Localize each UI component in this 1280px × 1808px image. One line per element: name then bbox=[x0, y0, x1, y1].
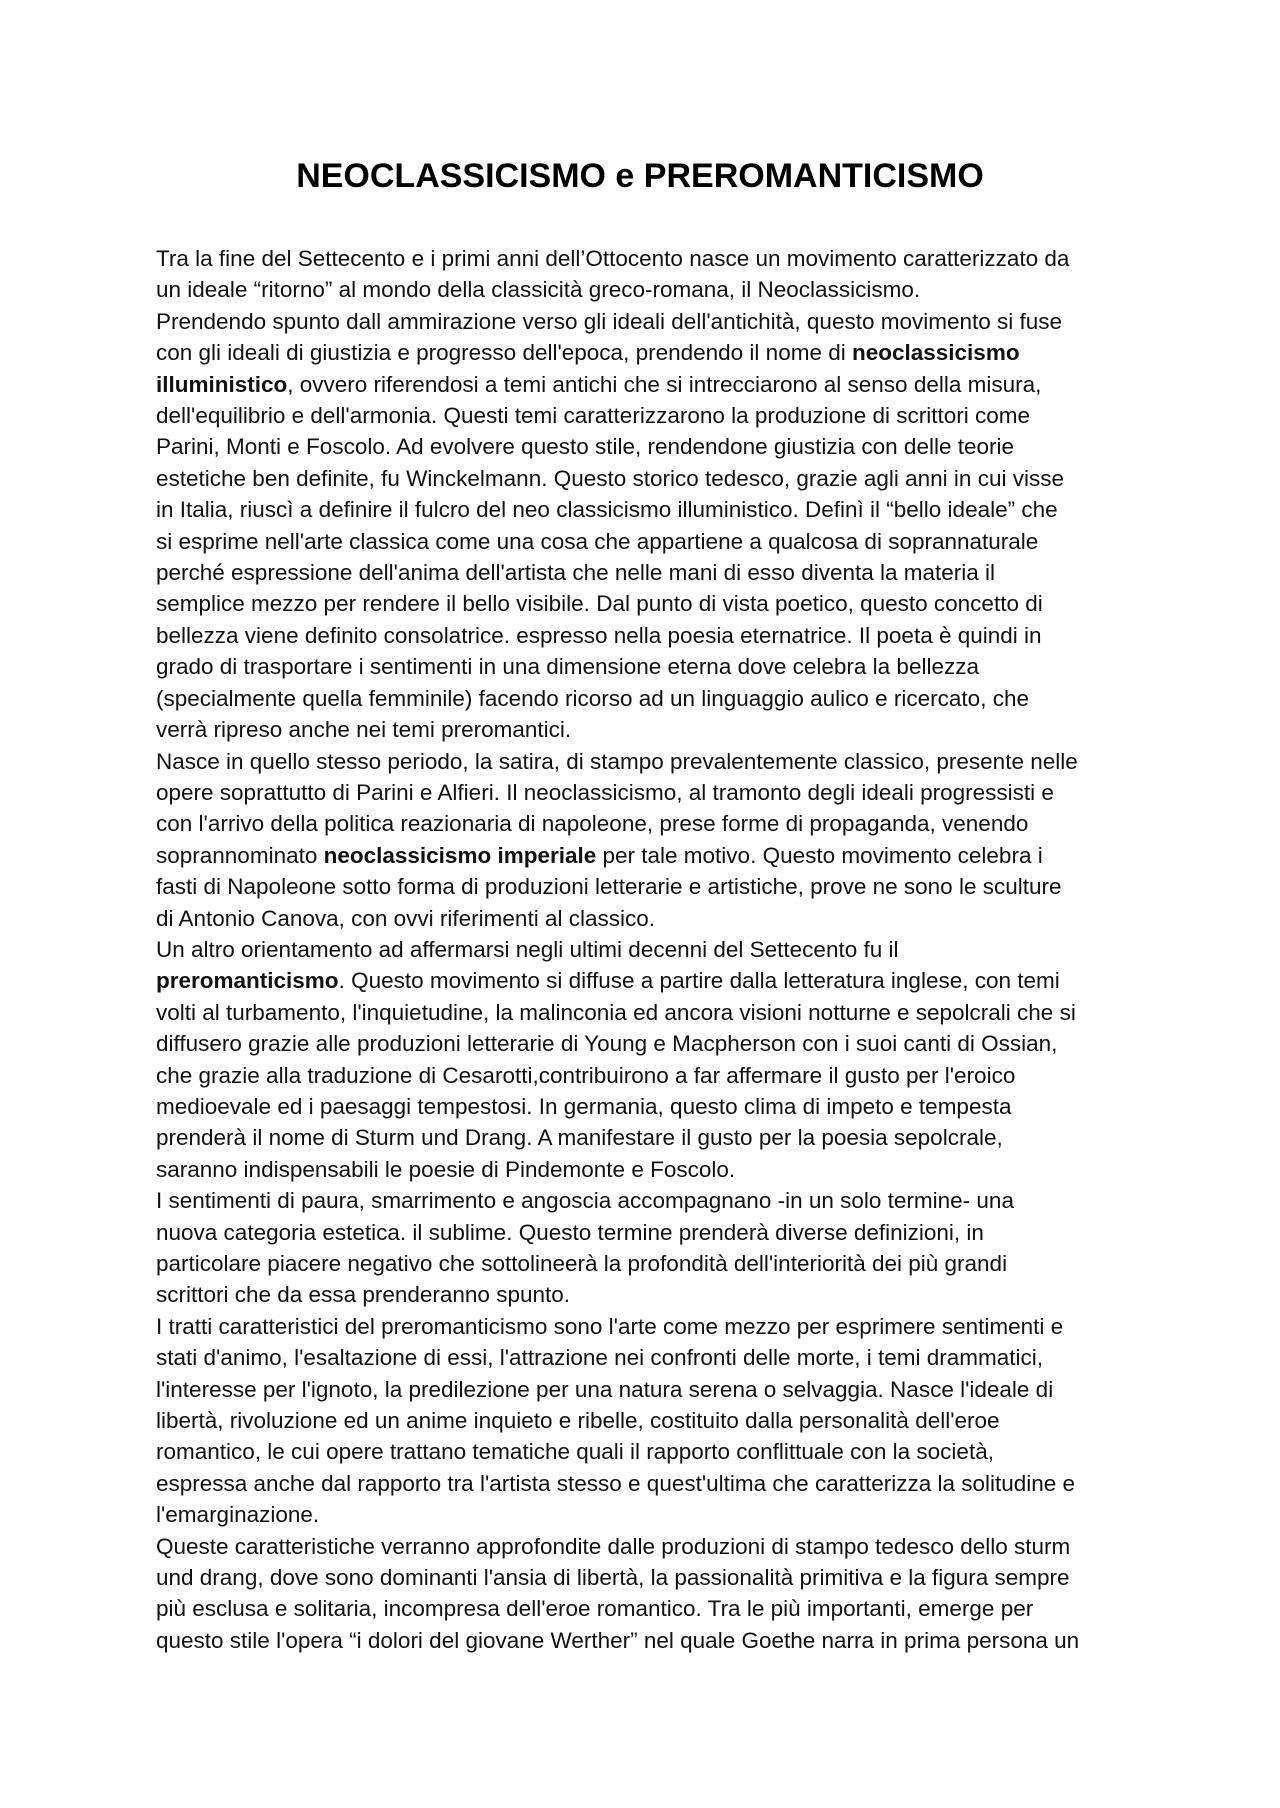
text-segment: Tra la fine del Settecento e i primi anni dell’Ottocento nasce un movimento caratterizzato da bbox=[156, 246, 1070, 271]
text-line bbox=[156, 1374, 1136, 1405]
text-segment: Nasce in quello stesso periodo, la satira, di stampo prevalentemente classico, presente nelle bbox=[156, 748, 1078, 774]
page-title: NEOCLASSICISMO e PREROMANTICISMO bbox=[296, 157, 984, 195]
text-line bbox=[156, 463, 1136, 494]
text-line bbox=[156, 337, 1136, 368]
text-segment: in Italia, riuscì a definire il fulcro del neo classicismo illuministico. Definì il “bello ideale” che bbox=[156, 497, 1058, 523]
text-line bbox=[156, 400, 1136, 431]
text-segment: scrittori che da essa prenderanno spunto. bbox=[156, 1282, 570, 1308]
text-segment: con l'arrivo della politica reazionaria di napoleone, prese forme di propaganda, venendo bbox=[156, 811, 1029, 837]
bold-term: illuministico bbox=[156, 371, 288, 397]
text-line bbox=[156, 1436, 1136, 1467]
text-segment: di Antonio Canova, con ovvi riferimenti al classico. bbox=[156, 905, 655, 931]
text-segment: , ovvero riferendosi a temi antichi che si intrecciarono al senso della misura, bbox=[287, 371, 1042, 397]
text-line bbox=[156, 1154, 1136, 1185]
text-segment: diffusero grazie alle produzioni letterarie di Young e Macpherson con i suoi canti di Ossian, bbox=[156, 1031, 1058, 1057]
text-line bbox=[156, 777, 1136, 808]
text-segment: fasti di Napoleone sotto forma di produzioni letterarie e artistiche, prove ne sono le sculture bbox=[156, 874, 1062, 900]
text-segment: l'emarginazione. bbox=[156, 1502, 320, 1528]
text-line bbox=[156, 1122, 1136, 1153]
text-segment: perché espressione dell'anima dell'artista che nelle mani di esso diventa la materia il bbox=[156, 560, 996, 586]
text-segment: un ideale “ritorno” al mondo della classicità greco-romana, il Neoclassicismo. bbox=[156, 277, 921, 303]
text-segment: che grazie alla traduzione di Cesarotti,contribuirono a far affermare il gusto per l'eroico bbox=[156, 1062, 1016, 1088]
text-segment: dell'equilibrio e dell'armonia. Questi temi caratterizzarono la produzione di scrittori come bbox=[156, 403, 1030, 429]
text-line bbox=[156, 871, 1136, 902]
text-segment: und drang, dove sono dominanti l'ansia di libertà, la passionalità primitiva e la figura sempre bbox=[156, 1565, 1070, 1591]
text-segment: con gli ideali di giustizia e progresso dell'epoca, prendendo il nome di bbox=[156, 340, 852, 366]
text-line bbox=[156, 557, 1136, 588]
text-line bbox=[156, 1531, 1136, 1562]
text-line bbox=[156, 997, 1136, 1028]
text-line bbox=[156, 494, 1136, 525]
bold-term: preromanticismo bbox=[156, 968, 339, 994]
text-line bbox=[156, 714, 1136, 745]
text-segment: I sentimenti di paura, smarrimento e angoscia accompagnano -in un solo termine- una bbox=[156, 1188, 1014, 1214]
text-segment: . Questo movimento si diffuse a partire dalla letteratura inglese, con temi bbox=[338, 968, 1060, 994]
text-line bbox=[156, 683, 1136, 714]
text-line bbox=[156, 840, 1136, 871]
text-segment: espressa anche dal rapporto tra l'artista stesso e quest'ultima che caratterizza la solitudine e bbox=[156, 1470, 1076, 1496]
text-segment: soprannominato bbox=[156, 842, 324, 868]
text-line bbox=[156, 1405, 1136, 1436]
text-segment: volti al turbamento, l'inquietudine, la malinconia ed ancora visioni notturne e sepolcrali che si bbox=[156, 999, 1076, 1025]
text-line bbox=[156, 808, 1136, 839]
text-segment: l'interesse per l'ignoto, la predilezione per una natura serena o selvaggia. Nasce l'ideale di bbox=[156, 1376, 1054, 1402]
text-segment: semplice mezzo per rendere il bello visibile. Dal punto di vista poetico, questo concetto di bbox=[156, 591, 1043, 617]
text-line bbox=[156, 306, 1136, 337]
text-line bbox=[156, 1468, 1136, 1499]
body-text bbox=[156, 243, 1136, 1656]
text-segment: nuova categoria estetica. il sublime. Questo termine prenderà diverse definizioni, in bbox=[156, 1219, 984, 1245]
text-segment: saranno indispensabili le poesie di Pindemonte e Foscolo. bbox=[156, 1156, 736, 1182]
text-line bbox=[156, 1091, 1136, 1122]
text-segment: verrà ripreso anche nei temi preromantici. bbox=[156, 717, 572, 743]
text-line bbox=[156, 1028, 1136, 1059]
text-segment: Parini, Monti e Foscolo. Ad evolvere questo stile, rendendone giustizia con delle teorie bbox=[156, 434, 1014, 460]
text-line bbox=[156, 588, 1136, 619]
text-line bbox=[156, 934, 1136, 965]
text-line bbox=[156, 274, 1136, 305]
text-segment: prenderà il nome di Sturm und Drang. A manifestare il gusto per la poesia sepolcrale, bbox=[156, 1125, 1003, 1151]
text-line bbox=[156, 243, 1136, 274]
text-line bbox=[156, 1279, 1136, 1310]
text-segment: Prendendo spunto dall ammirazione verso gli ideali dell'antichità, questo movimento si fuse bbox=[156, 308, 1063, 334]
text-line bbox=[156, 369, 1136, 400]
text-segment: I tratti caratteristici del preromanticismo sono l'arte come mezzo per esprimere sentimenti e bbox=[156, 1313, 1064, 1339]
text-segment: estetiche ben definite, fu Winckelmann. Questo storico tedesco, grazie agli anni in cui visse bbox=[156, 465, 1064, 491]
text-segment: bellezza viene definito consolatrice. espresso nella poesia eternatrice. Il poeta è quindi in bbox=[156, 622, 1042, 648]
text-line bbox=[156, 1311, 1136, 1342]
text-line bbox=[156, 746, 1136, 777]
text-line bbox=[156, 651, 1136, 682]
text-segment: libertà, rivoluzione ed un anime inquieto e ribelle, costituito dalla personalità dell'eroe bbox=[156, 1408, 1000, 1434]
text-segment: (specialmente quella femminile) facendo ricorso ad un linguaggio aulico e ricercato, che bbox=[156, 685, 1029, 711]
text-line bbox=[156, 1248, 1136, 1279]
text-line bbox=[156, 620, 1136, 651]
bold-term: neoclassicismo imperiale bbox=[323, 842, 597, 868]
text-segment: medioevale ed i paesaggi tempestosi. In germania, questo clima di impeto e tempesta bbox=[156, 1093, 1012, 1119]
text-line bbox=[156, 1499, 1136, 1530]
text-line bbox=[156, 431, 1136, 462]
text-line bbox=[156, 1060, 1136, 1091]
text-segment: Queste caratteristiche verranno approfondite dalle produzioni di stampo tedesco dello sturm bbox=[156, 1533, 1071, 1559]
text-line bbox=[156, 526, 1136, 557]
text-line bbox=[156, 903, 1136, 934]
text-segment: romantico, le cui opere trattano tematiche quali il rapporto conflittuale con la società, bbox=[156, 1439, 994, 1465]
text-segment: particolare piacere negativo che sottolineerà la profondità dell'interiorità dei più grandi bbox=[156, 1251, 1008, 1276]
text-line bbox=[156, 1625, 1136, 1656]
text-segment: per tale motivo. Questo movimento celebra i bbox=[596, 842, 1043, 868]
text-line bbox=[156, 1217, 1136, 1248]
text-segment: grado di trasportare i sentimenti in una dimensione eterna dove celebra la bellezza bbox=[156, 654, 979, 680]
text-segment: si esprime nell'arte classica come una cosa che appartiene a qualcosa di soprannaturale bbox=[156, 528, 1039, 554]
text-line bbox=[156, 965, 1136, 996]
text-segment: opere soprattutto di Parini e Alfieri. Il neoclassicismo, al tramonto degli ideali progressisti e bbox=[156, 779, 1054, 805]
bold-term: neoclassicismo bbox=[851, 340, 1020, 366]
text-segment: più esclusa e solitaria, incompresa dell'eroe romantico. Tra le più importanti, emerge per bbox=[156, 1596, 1034, 1622]
text-segment: questo stile l'opera “i dolori del giovane Werther” nel quale Goethe narra in prima persona un bbox=[156, 1627, 1080, 1653]
text-line bbox=[156, 1342, 1136, 1373]
text-line bbox=[156, 1562, 1136, 1593]
text-segment: Un altro orientamento ad affermarsi negli ultimi decenni del Settecento fu il bbox=[156, 936, 899, 962]
text-line bbox=[156, 1593, 1136, 1624]
text-line bbox=[156, 1185, 1136, 1216]
text-segment: stati d'animo, l'esaltazione di essi, l'attrazione nei confronti delle morte, i temi drammatici, bbox=[156, 1345, 1044, 1371]
